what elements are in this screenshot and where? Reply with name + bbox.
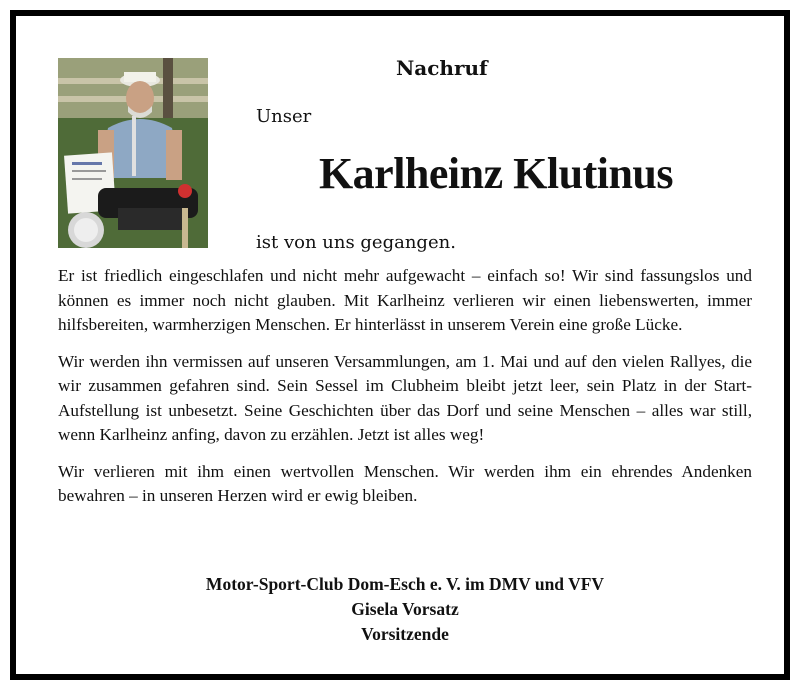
signer-name: Gisela Vorsatz (351, 599, 459, 619)
club-name: Motor-Sport-Club Dom-Esch e. V. im DMV und VFV (205, 574, 605, 594)
deceased-name: Karlheinz Klutinus (318, 149, 674, 198)
paragraph: Wir verlieren mit ihm einen wertvollen Menschen. Wir werden ihm ein ehrendes Andenken bewahren – in unseren Herzen wird er ewig bleiben. (58, 461, 752, 505)
passed-text: ist von uns gegangen. (256, 232, 456, 253)
notice-heading: Nachruf (396, 56, 488, 80)
paragraph: Er ist friedlich eingeschlafen und nicht mehr aufgewacht – einfach so! Wir sind fassungslos und können es immer noch nicht glauben. Mit Karlheinz verlieren wir einen liebenswerten, immer hilfsbereiten, warmherzigen Menschen. Er hinterlässt in unserem Verein eine große Lücke. (58, 266, 752, 334)
obituary-body (58, 264, 752, 521)
paragraph: Wir werden ihn vermissen auf unseren Versammlungen, am 1. Mai und auf den vielen Rallyes, die wir zusammen gefahren sind. Sein Sessel im Clubheim bleibt jetzt leer, sein Platz in der Start-Aufstellung ist unbesetzt. Seine Geschichten über das Dorf und seine Menschen – alles war still, wenn Karlheinz anfing, davon zu erzählen. Jetzt ist alles weg! (58, 351, 752, 444)
signature-block (58, 572, 752, 647)
portrait-photo (58, 58, 208, 248)
signer-role: Vorsitzende (361, 624, 449, 644)
obituary-frame (10, 10, 790, 680)
intro-text: Unser (256, 106, 312, 127)
